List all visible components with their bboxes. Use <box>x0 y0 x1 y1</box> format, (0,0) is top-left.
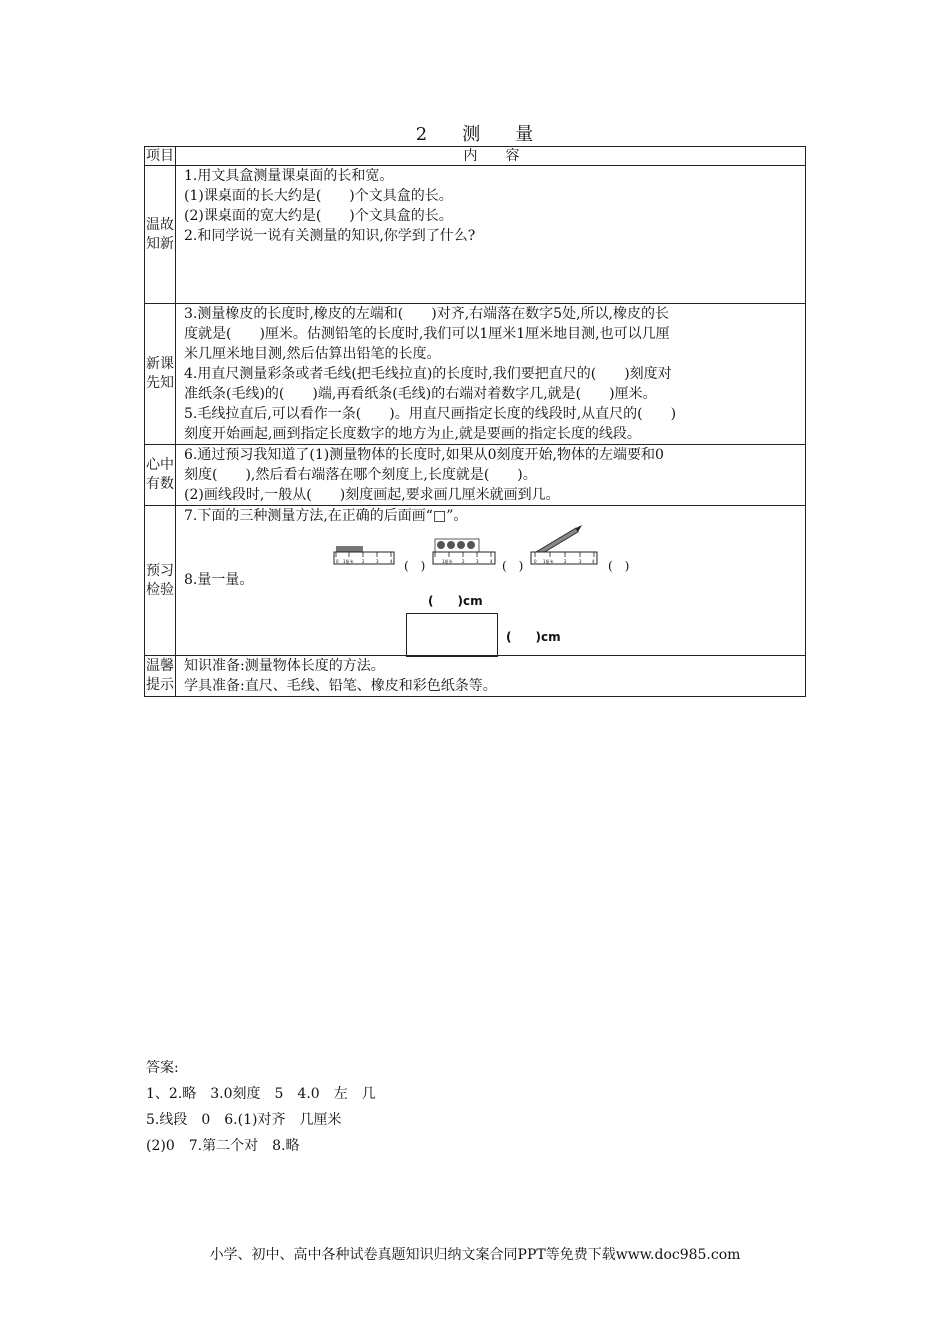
text-line: (2)画线段时,一般从( )刻度画起,要求画几厘米就画到几。 <box>184 487 560 503</box>
label-review: 温故 知新 <box>145 166 176 304</box>
text-line: (2)课桌面的宽大约是( )个文具盒的长。 <box>184 208 453 224</box>
ruler-figure-2 <box>432 536 498 568</box>
tick-label: 3 <box>476 559 479 564</box>
header-item: 项目 <box>146 148 174 164</box>
answers-section <box>146 1055 376 1159</box>
pencil-icon <box>536 525 582 556</box>
content-mind <box>176 445 806 506</box>
content-tips <box>176 656 806 697</box>
tick-label: 1厘米 <box>442 559 453 564</box>
text-line: 度就是( )厘米。估测铅笔的长度时,我们可以1厘米1厘米地目测,也可以几厘 <box>184 326 670 342</box>
content-review <box>176 166 806 304</box>
text-line: 6.通过预习我知道了(1)测量物体的长度时,如果从0刻度开始,物体的左端要和0 <box>184 447 664 463</box>
text-line: (1)课桌面的长大约是( )个文具盒的长。 <box>184 188 453 204</box>
text-line: 2.和同学说一说有关测量的知识,你学到了什么? <box>184 228 476 244</box>
text-line: 4.用直尺测量彩条或者毛线(把毛线拉直)的长度时,我们要把直尺的( )刻度对 <box>184 366 672 382</box>
page-title: 2 测 量 <box>415 124 535 145</box>
measure-rectangle <box>406 613 498 657</box>
answer-line: 1、2.略 3.0刻度 5 4.0 左 几 <box>146 1086 376 1102</box>
text-line: 1.用文具盒测量课桌面的长和宽。 <box>184 168 394 184</box>
tick-label: 3 <box>376 559 379 564</box>
text-line: 学具准备:直尺、毛线、铅笔、橡皮和彩色纸条等。 <box>184 678 497 694</box>
content-newlesson <box>176 304 806 445</box>
question-7: 7.下面的三种测量方法,在正确的后面画“□”。 <box>184 508 468 524</box>
ruler-figure-3 <box>530 522 606 568</box>
lesson-table <box>144 146 806 697</box>
answer-paren-3[interactable]: ( ) <box>608 559 630 573</box>
tick-label: 2 <box>362 559 365 564</box>
text-line: 准纸条(毛线)的( )端,再看纸条(毛线)的右端对着数字几,就是( )厘米。 <box>184 386 657 402</box>
answer-paren-1[interactable]: ( ) <box>404 559 426 573</box>
header-content: 内 容 <box>176 147 806 166</box>
question-8: 8.量一量。 <box>184 572 254 588</box>
tick-label: 0 <box>534 559 537 564</box>
tick-label: 4 <box>390 559 393 564</box>
length-answer-top[interactable]: ( )cm <box>428 594 483 608</box>
paper-strip <box>336 546 363 552</box>
label-preview: 预习 检验 <box>145 506 176 656</box>
tick-label: 4 <box>490 559 493 564</box>
tick-label: 0 <box>336 559 339 564</box>
tick-label: 4 <box>592 559 595 564</box>
label-mind: 心中 有数 <box>145 445 176 506</box>
text-line: 知识准备:测量物体长度的方法。 <box>184 658 385 674</box>
content-preview <box>176 506 806 656</box>
text-line: 米几厘米地目测,然后估算出铅笔的长度。 <box>184 346 441 362</box>
answer-line: 5.线段 0 6.(1)对齐 几厘米 <box>146 1112 342 1128</box>
text-line: 5.毛线拉直后,可以看作一条( )。用直尺画指定长度的线段时,从直尺的( ) <box>184 406 677 422</box>
answers-heading: 答案: <box>146 1060 179 1076</box>
ruler-figure-1 <box>333 544 397 568</box>
tick-label: 1厘米 <box>343 559 354 564</box>
label-tips: 温馨 提示 <box>145 656 176 697</box>
text-line: 刻度开始画起,画到指定长度数字的地方为止,就是要画的指定长度的线段。 <box>184 426 641 442</box>
tick-label: 3 <box>579 559 582 564</box>
tick-label: 2 <box>462 559 465 564</box>
text-line: 3.测量橡皮的长度时,橡皮的左端和( )对齐,右端落在数字5处,所以,橡皮的长 <box>184 306 669 322</box>
tick-label: 1厘米 <box>543 559 554 564</box>
label-newlesson: 新课 先知 <box>145 304 176 445</box>
length-answer-right[interactable]: ( )cm <box>506 630 561 644</box>
tick-label: 2 <box>564 559 567 564</box>
answer-line: (2)0 7.第二个对 8.略 <box>146 1138 300 1154</box>
footer-text: 小学、初中、高中各种试卷真题知识归纳文案合同PPT等免费下载www.doc985.com <box>209 1247 741 1263</box>
answer-paren-2[interactable]: ( ) <box>502 559 524 573</box>
text-line: 刻度( ),然后看右端落在哪个刻度上,长度就是( )。 <box>184 467 537 483</box>
